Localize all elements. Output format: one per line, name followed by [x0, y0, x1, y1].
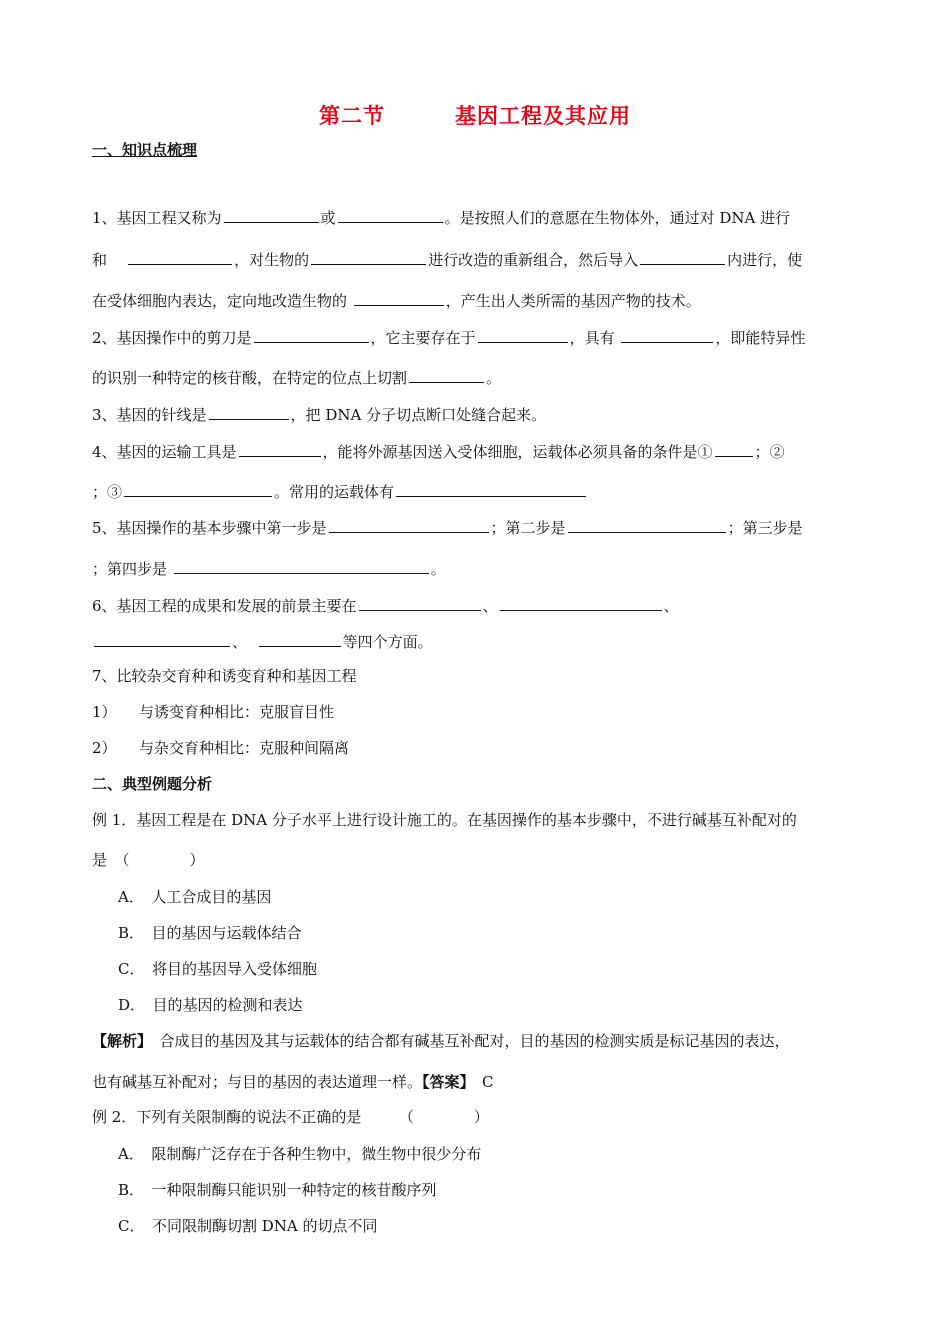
- blank-field[interactable]: [621, 327, 713, 343]
- title-topic: 基因工程及其应用: [455, 104, 631, 128]
- blank-field[interactable]: [224, 207, 319, 223]
- q5-line2: ；第四步是 。: [92, 560, 446, 578]
- q4-line1: 4、基因的运输工具是 ，能将外源基因送入受体细胞，运载体必须具备的条件是① ；②: [92, 443, 785, 461]
- blank-field[interactable]: [174, 558, 429, 574]
- blank-field[interactable]: [128, 249, 232, 265]
- q7-item2: 2） 与杂交育种相比：克服种间隔离: [92, 739, 350, 757]
- ex1-option-b: B． 目的基因与运载体结合: [118, 924, 302, 942]
- blank-field[interactable]: [94, 631, 230, 647]
- ex2-stem: 例 2．下列有关限制酶的说法不正确的是 （ ）: [92, 1108, 489, 1126]
- ex1-analysis-line2: 也有碱基互补配对；与目的基因的表达道理一样。【答案】 C: [92, 1073, 494, 1091]
- q7-item1: 1） 与诱变育种相比：克服盲目性: [92, 703, 335, 721]
- q1-line1: 1、基因工程又称为 或 。是按照人们的意愿在生物体外，通过对 DNA 进行: [92, 209, 791, 227]
- ex2-option-b: B． 一种限制酶只能识别一种特定的核苷酸序列: [118, 1181, 437, 1199]
- ex2-option-c: C． 不同限制酶切割 DNA 的切点不同: [118, 1217, 378, 1235]
- q5-line1: 5、基因操作的基本步骤中第一步是 ；第二步是 ；第三步是: [92, 519, 803, 537]
- blank-field[interactable]: [478, 327, 568, 343]
- blank-field[interactable]: [568, 517, 726, 533]
- blank-field[interactable]: [396, 481, 586, 497]
- blank-field[interactable]: [124, 481, 272, 497]
- blank-field[interactable]: [329, 517, 489, 533]
- q4-line2: ；③ 。常用的运载体有: [92, 481, 588, 502]
- q7-title: 7、比较杂交育种和诱变育种和基因工程: [92, 667, 357, 685]
- title-section-number: 第二节: [319, 104, 385, 128]
- q1-line3: 在受体细胞内表达，定向地改造生物的 ，产生出人类所需的基因产物的技术。: [92, 292, 701, 310]
- blank-field[interactable]: [239, 441, 321, 457]
- blank-field[interactable]: [409, 367, 484, 383]
- blank-field[interactable]: [354, 290, 444, 306]
- blank-field[interactable]: [311, 249, 426, 265]
- blank-field[interactable]: [715, 441, 753, 457]
- blank-field[interactable]: [209, 404, 289, 420]
- q2-line1: 2、基因操作中的剪刀是 ，它主要存在于 ，具有 ，即能特异性: [92, 329, 806, 347]
- q1-line2: 和 ，对生物的 进行改造的重新组合，然后导入 内进行，使: [92, 251, 803, 269]
- ex1-stem-line1: 例 1．基因工程是在 DNA 分子水平上进行设计施工的。在基因操作的基本步骤中，不进行碱基互补配对的: [92, 811, 797, 829]
- blank-field[interactable]: [359, 595, 481, 611]
- q6-line2: 、 等四个方面。: [92, 631, 433, 652]
- section-heading-knowledge: 一、知识点梳理: [92, 141, 198, 159]
- section-heading-examples: 二、典型例题分析: [92, 775, 213, 793]
- ex1-option-d: D． 目的基因的检测和表达: [118, 996, 303, 1014]
- ex1-stem-line2: 是 （ ）: [92, 851, 205, 869]
- q3-line: 3、基因的针线是 ，把 DNA 分子切点断口处缝合起来。: [92, 406, 547, 424]
- blank-field[interactable]: [254, 327, 369, 343]
- page-title: [0, 100, 950, 130]
- blank-field[interactable]: [259, 631, 341, 647]
- blank-field[interactable]: [338, 207, 443, 223]
- q6-line1: 6、基因工程的成果和发展的前景主要在 、 、: [92, 597, 679, 615]
- ex1-option-a: A． 人工合成目的基因: [118, 888, 272, 906]
- ex1-analysis-line1: 【解析】 合成目的基因及其与运载体的结合都有碱基互补配对，目的基因的检测实质是标记基因的表达，: [92, 1032, 790, 1050]
- ex1-option-c: C． 将目的基因导入受体细胞: [118, 960, 317, 978]
- blank-field[interactable]: [500, 595, 662, 611]
- q2-line2: 的识别一种特定的核苷酸，在特定的位点上切割 。: [92, 369, 502, 387]
- ex2-option-a: A． 限制酶广泛存在于各种生物中，微生物中很少分布: [118, 1145, 482, 1163]
- blank-field[interactable]: [640, 249, 725, 265]
